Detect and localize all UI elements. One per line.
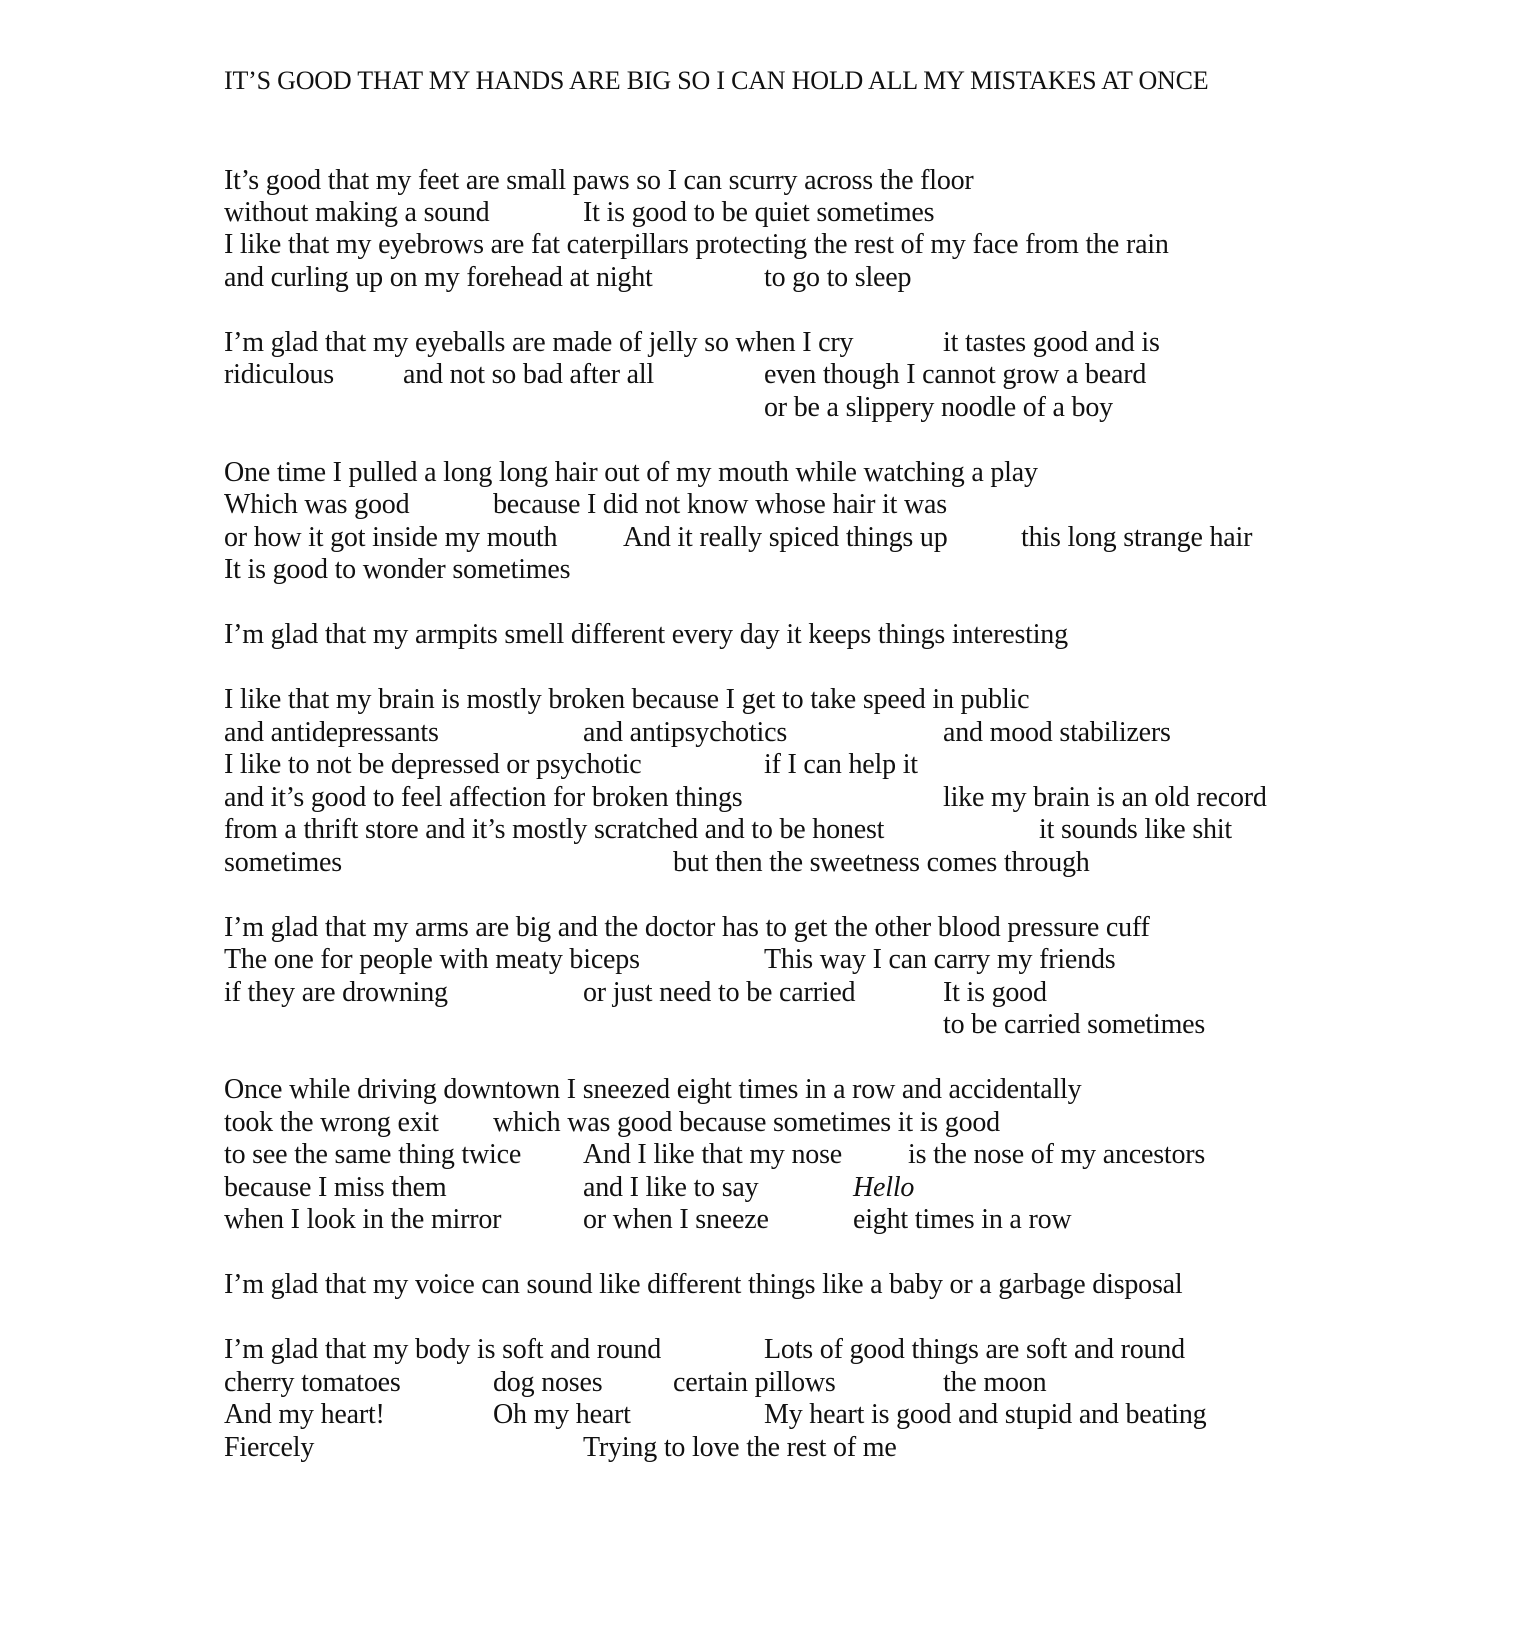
poem-line-text: and curling up on my forehead at night (224, 262, 653, 293)
poem-line-text: is the nose of my ancestors (908, 1139, 1206, 1170)
poem-line-text: It is good (943, 977, 1047, 1008)
poem-line-text: And my heart! (224, 1399, 385, 1430)
poem-line-text: Trying to love the rest of me (583, 1432, 897, 1463)
poem-line-text: My heart is good and stupid and beating (764, 1399, 1207, 1430)
poem-line-text: I’m glad that my arms are big and the doctor has to get the other blood pressure cuff (224, 912, 1150, 943)
poem-line-text: Hello (853, 1172, 915, 1203)
poem-line-text: It’s good that my feet are small paws so I can scurry across the floor (224, 165, 974, 196)
poem-line-text: to see the same thing twice (224, 1139, 522, 1170)
poem-line-text: Once while driving downtown I sneezed eight times in a row and accidentally (224, 1074, 1082, 1105)
poem-line-text: this long strange hair (1021, 522, 1253, 553)
poem-line-text: because I miss them (224, 1172, 447, 1203)
poem-line-text: the moon (943, 1367, 1047, 1398)
poem-line-text: I like that my eyebrows are fat caterpillars protecting the rest of my face from the rain (224, 229, 1169, 260)
poem-line (0, 164, 1528, 197)
poem-line-text: took the wrong exit (224, 1107, 439, 1138)
poem-line-text: or just need to be carried (583, 977, 856, 1008)
poem-line-text: but then the sweetness comes through (673, 847, 1090, 878)
poem-line-text: The one for people with meaty biceps (224, 944, 640, 975)
poem-line-text: dog noses (493, 1367, 603, 1398)
poem-line-text: to go to sleep (764, 262, 912, 293)
poem-title: IT’S GOOD THAT MY HANDS ARE BIG SO I CAN HOLD ALL MY MISTAKES AT ONCE (224, 66, 1209, 95)
poem-line (0, 1333, 1528, 1366)
poem-line (0, 1398, 1528, 1431)
poem-line (0, 261, 1528, 294)
poem-line-text: and it’s good to feel affection for broken things (224, 782, 743, 813)
poem-line (0, 781, 1528, 814)
poem-line (0, 1008, 1528, 1041)
poem-line (0, 358, 1528, 391)
poem-line-text: even though I cannot grow a beard (764, 359, 1147, 390)
poem-line-text: which was good because sometimes it is good (493, 1107, 1000, 1138)
poem-line (0, 391, 1528, 424)
poem-line (0, 196, 1528, 229)
poem-line-text: cherry tomatoes (224, 1367, 401, 1398)
poem-line-text: to be carried sometimes (943, 1009, 1206, 1040)
poem-line (0, 1203, 1528, 1236)
poem-line-text: I’m glad that my eyeballs are made of jelly so when I cry (224, 327, 854, 358)
poem-line-text: if I can help it (764, 749, 918, 780)
poem-line-text: and antipsychotics (583, 717, 788, 748)
poem-line-text: It is good to be quiet sometimes (583, 197, 935, 228)
poem-line-text: when I look in the mirror (224, 1204, 502, 1235)
poem-line-text: and antidepressants (224, 717, 439, 748)
poem-line (0, 976, 1528, 1009)
poem-line-text: I like to not be depressed or psychotic (224, 749, 642, 780)
poem-line-text: And it really spiced things up (623, 522, 948, 553)
poem-line-text: This way I can carry my friends (764, 944, 1116, 975)
poem-line (0, 846, 1528, 879)
poem-line (0, 228, 1528, 261)
poem-line-text: One time I pulled a long long hair out of my mouth while watching a play (224, 457, 1038, 488)
poem-line-text: and not so bad after all (403, 359, 655, 390)
poem-line (0, 1073, 1528, 1106)
poem-line-text: ridiculous (224, 359, 334, 390)
poem-line-text: certain pillows (673, 1367, 836, 1398)
poem-line-text: eight times in a row (853, 1204, 1072, 1235)
poem-line-text: like my brain is an old record (943, 782, 1267, 813)
poem-line-text: Fiercely (224, 1432, 315, 1463)
poem-line (0, 456, 1528, 489)
poem-line (0, 813, 1528, 846)
poem-line (0, 1268, 1528, 1301)
poem-line-text: or how it got inside my mouth (224, 522, 558, 553)
poem-line-text: because I did not know whose hair it was (493, 489, 947, 520)
poem-line (0, 1171, 1528, 1204)
poem-line (0, 1366, 1528, 1399)
poem-line (0, 943, 1528, 976)
poem-line-text: without making a sound (224, 197, 490, 228)
poem-line (0, 1431, 1528, 1464)
poem-line (0, 716, 1528, 749)
poem-line (0, 618, 1528, 651)
poem-line-text: I like that my brain is mostly broken because I get to take speed in public (224, 684, 1030, 715)
poem-line (0, 911, 1528, 944)
poem-line-text: I’m glad that my body is soft and round (224, 1334, 662, 1365)
poem-line (0, 748, 1528, 781)
poem-line-text: if they are drowning (224, 977, 448, 1008)
poem-line-text: and I like to say (583, 1172, 759, 1203)
poem-line (0, 683, 1528, 716)
poem-line-text: Lots of good things are soft and round (764, 1334, 1185, 1365)
poem-line (0, 488, 1528, 521)
poem-line-text: sometimes (224, 847, 342, 878)
poem-line-text: I’m glad that my voice can sound like different things like a baby or a garbage disposal (224, 1269, 1183, 1300)
poem-line (0, 1138, 1528, 1171)
poem-line (0, 553, 1528, 586)
poem-line (0, 1106, 1528, 1139)
poem-line-text: it sounds like shit (1039, 814, 1232, 845)
poem-line-text: or be a slippery noodle of a boy (764, 392, 1113, 423)
poem-line-text: it tastes good and is (943, 327, 1160, 358)
poem-line-text: Which was good (224, 489, 410, 520)
poem-line-text: And I like that my nose (583, 1139, 843, 1170)
poem-line (0, 521, 1528, 554)
poem-line-text: from a thrift store and it’s mostly scratched and to be honest (224, 814, 885, 845)
poem-line-text: Oh my heart (493, 1399, 631, 1430)
poem-line (0, 326, 1528, 359)
poem-line-text: or when I sneeze (583, 1204, 769, 1235)
poem-line-text: It is good to wonder sometimes (224, 554, 571, 585)
poem-line-text: I’m glad that my armpits smell different every day it keeps things interesting (224, 619, 1068, 650)
poem-line-text: and mood stabilizers (943, 717, 1171, 748)
